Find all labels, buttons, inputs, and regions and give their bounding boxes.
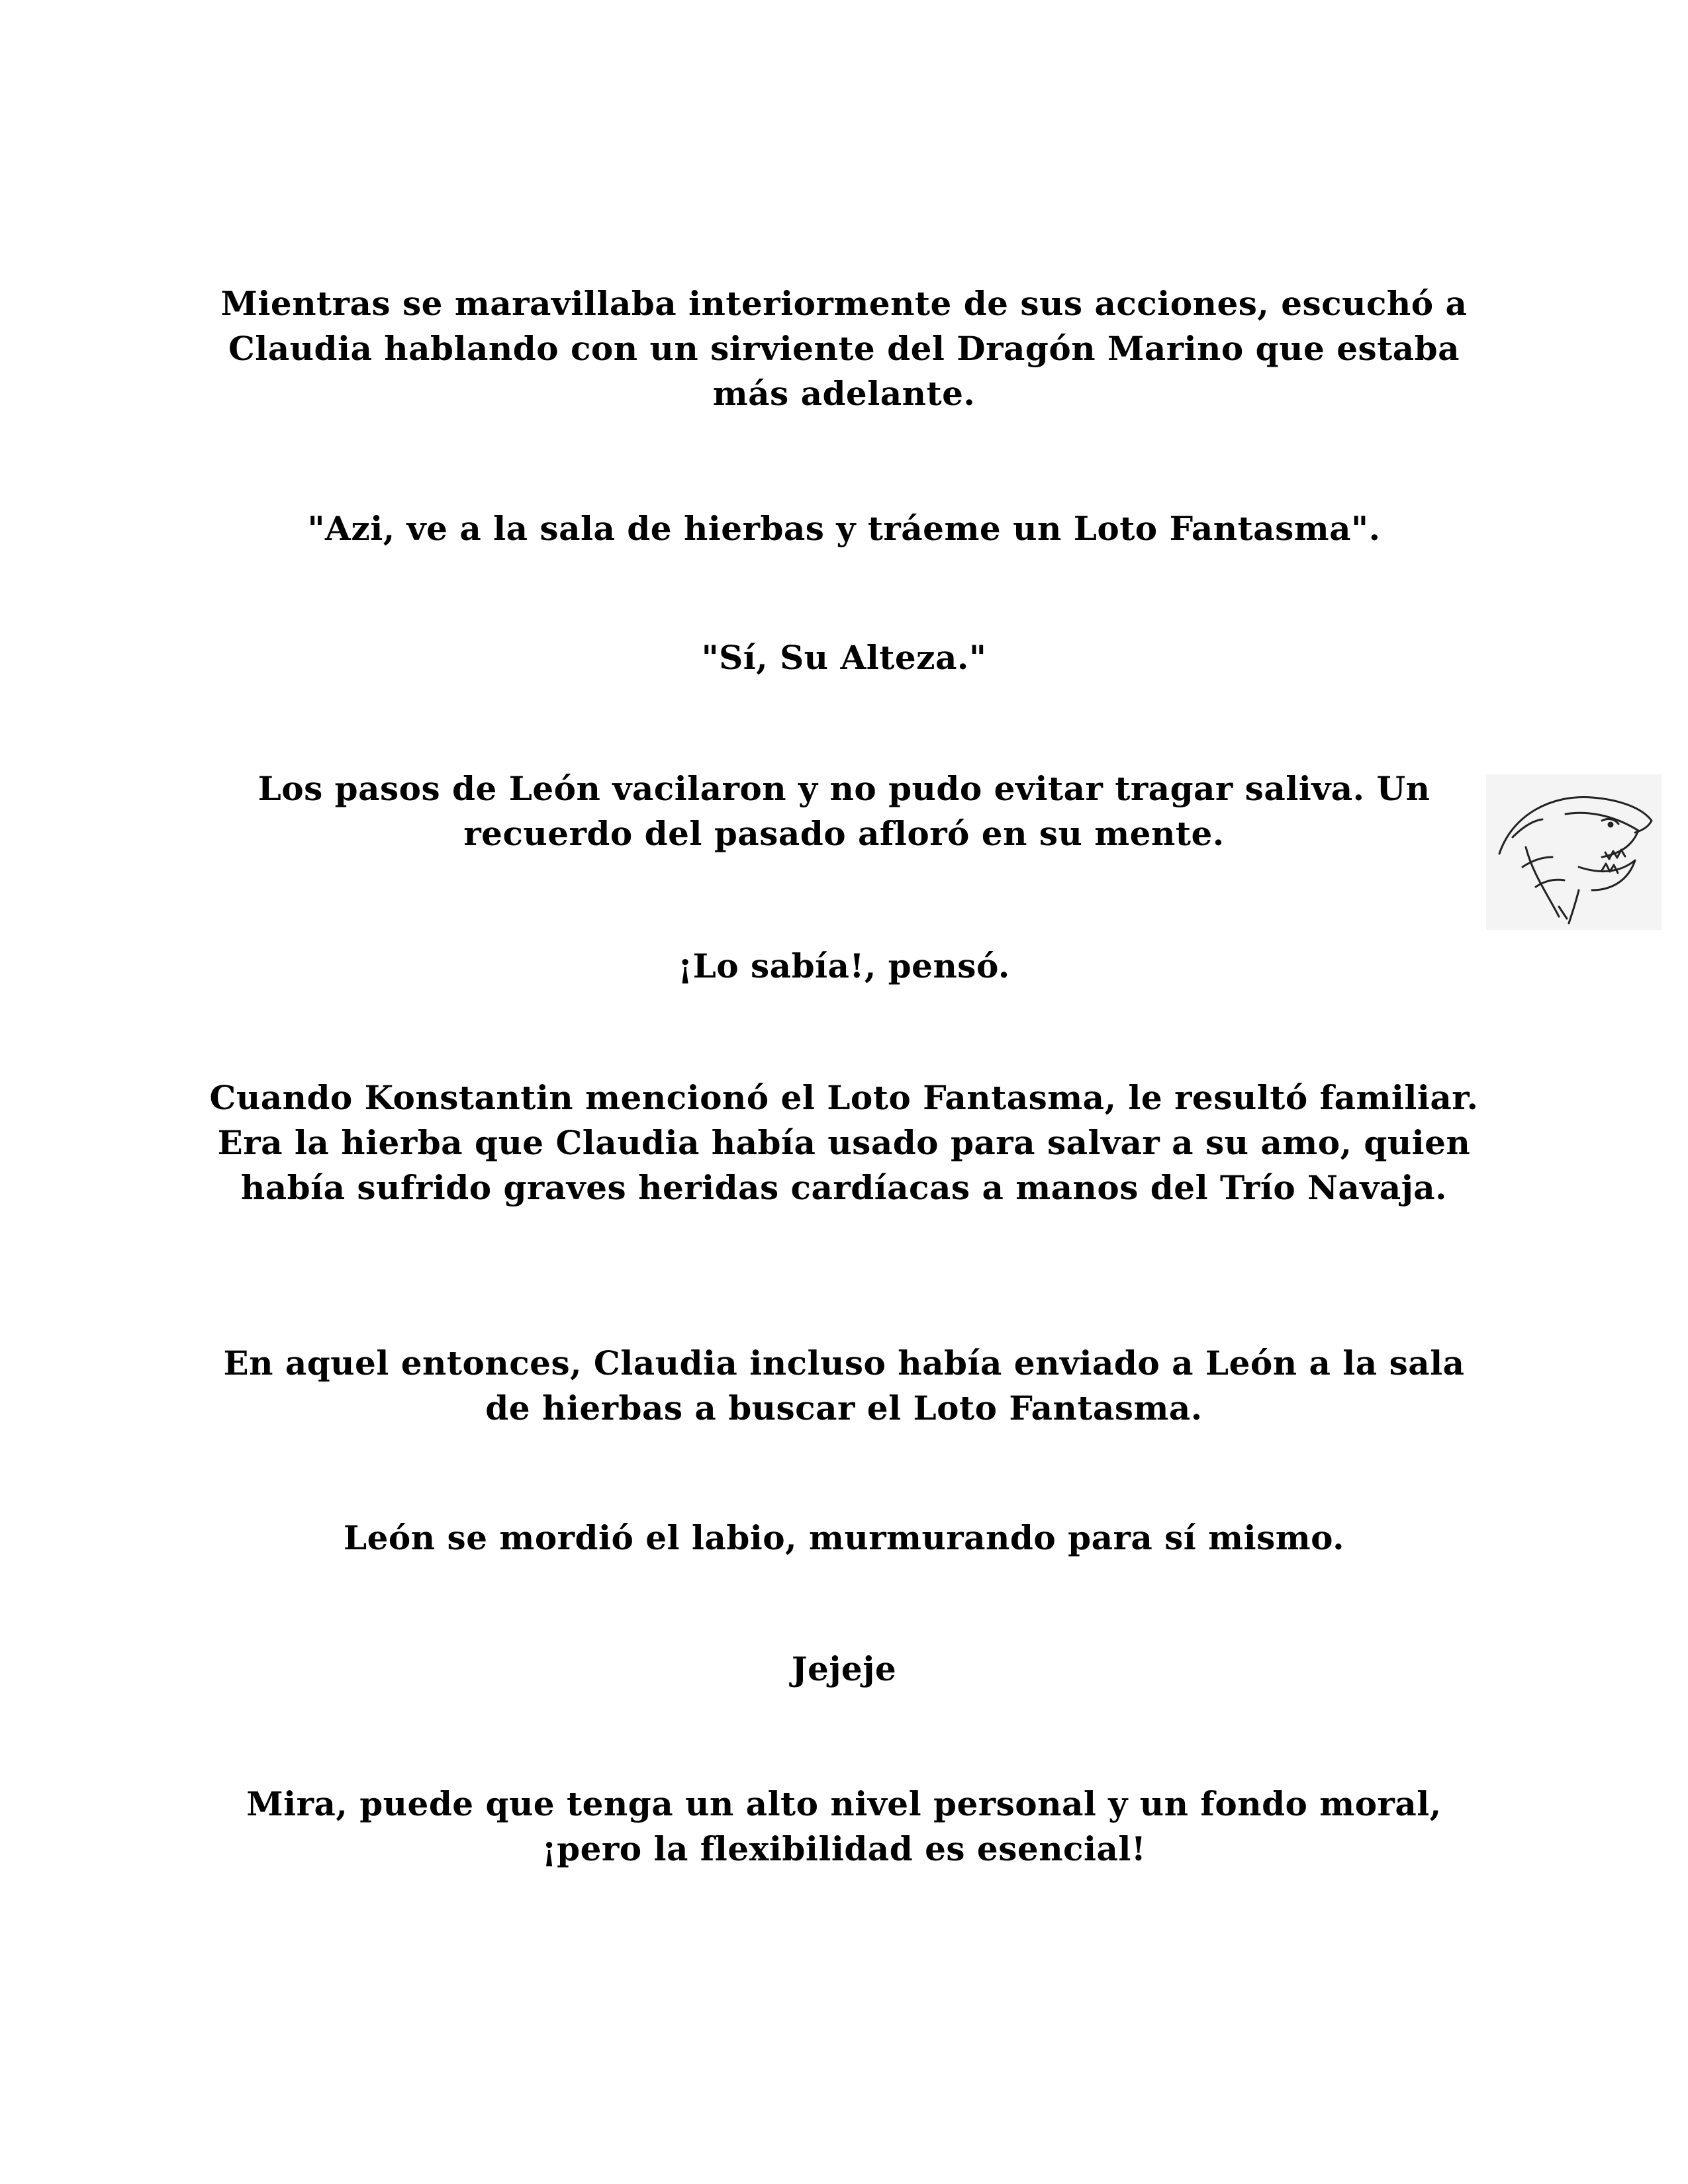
paragraph-6: Cuando Konstantin mencionó el Loto Fantasma, le resultó familiar. Era la hierba que Claudia había usado para salvar a su amo, quien había sufrido graves heridas cardíacas a manos del Trío Navaja. [209,1078,1479,1207]
paragraph-1: Mientras se maravillaba interiormente de sus acciones, escuchó a Claudia hablando con un sirviente del Dragón Marino que estaba más adelante. [220,284,1468,413]
paragraph-4: Los pasos de León vacilaron y no pudo evitar tragar saliva. Un recuerdo del pasado afloró en su mente. [258,769,1430,853]
paragraph-2: "Azi, ve a la sala de hierbas y tráeme un Loto Fantasma". [307,509,1381,548]
paragraph-7: En aquel entonces, Claudia incluso había enviado a León a la sala de hierbas a buscar el Loto Fantasma. [223,1343,1465,1428]
paragraph-5: ¡Lo sabía!, pensó. [678,946,1010,985]
paragraph-9: Jejeje [791,1649,897,1688]
dinosaur-sketch-icon [1486,774,1662,930]
paragraph-10: Mira, puede que tenga un alto nivel personal y un fondo moral, ¡pero la flexibilidad es esencial! [246,1784,1442,1868]
paragraph-3: "Sí, Su Alteza." [701,638,987,677]
paragraph-8: León se mordió el labio, murmurando para sí mismo. [343,1518,1345,1557]
